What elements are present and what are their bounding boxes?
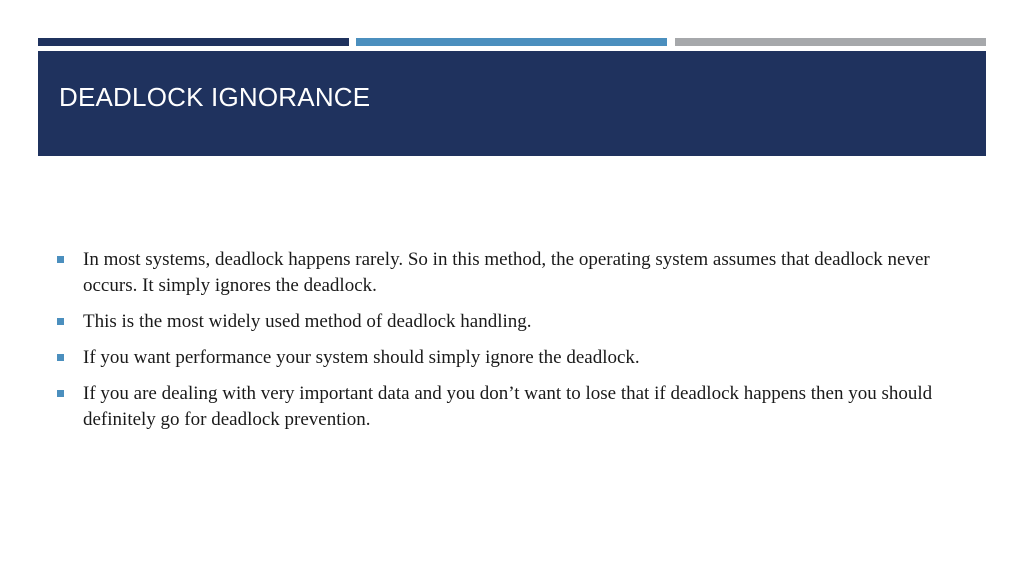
accent-bar-gray bbox=[675, 38, 986, 46]
bullet-item bbox=[57, 247, 957, 299]
square-bullet-icon bbox=[57, 390, 64, 397]
square-bullet-icon bbox=[57, 318, 64, 325]
bullet-list bbox=[57, 247, 957, 443]
bullet-text: If you want performance your system should simply ignore the deadlock. bbox=[83, 347, 640, 368]
bullet-text: This is the most widely used method of deadlock handling. bbox=[83, 311, 532, 332]
bullet-item bbox=[57, 309, 957, 335]
bullet-text: If you are dealing with very important data and you don’t want to lose that if deadlock happens then you should definitely go for deadlock prevention. bbox=[83, 383, 933, 430]
accent-bar-dark-blue bbox=[38, 38, 349, 46]
accent-bar-light-blue bbox=[356, 38, 667, 46]
square-bullet-icon bbox=[57, 354, 64, 361]
bullet-item bbox=[57, 381, 957, 433]
bullet-item bbox=[57, 345, 957, 371]
bullet-text: In most systems, deadlock happens rarely. So in this method, the operating system assumes that deadlock never occurs. It simply ignores the deadlock. bbox=[83, 249, 930, 296]
square-bullet-icon bbox=[57, 256, 64, 263]
slide-title: DEADLOCK IGNORANCE bbox=[59, 82, 371, 112]
title-banner bbox=[38, 51, 986, 156]
